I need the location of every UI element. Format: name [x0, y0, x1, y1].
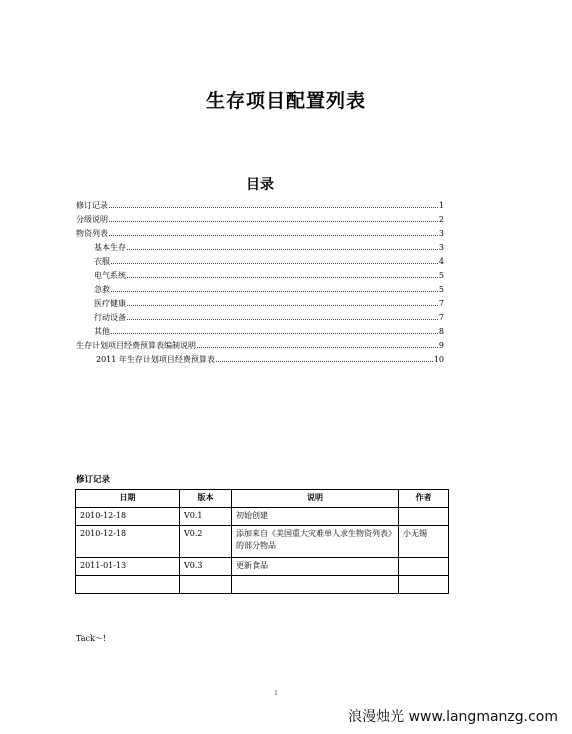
- toc-entry-page: 5: [438, 271, 444, 280]
- table-row: [76, 526, 449, 558]
- toc-entry-label: 衣服: [94, 257, 110, 266]
- toc-leader-dots: [111, 332, 438, 334]
- toc-entry-label: 修订记录: [76, 201, 108, 210]
- toc-entry-page: 9: [438, 341, 444, 350]
- cell-description: 初始创建: [232, 508, 399, 526]
- table-row: [76, 558, 449, 576]
- toc-leader-dots: [109, 234, 438, 236]
- cell-description: 添加来自《美国重大灾难单人求生物资列表》的部分物品: [232, 526, 399, 558]
- cell-version: V0.1: [180, 508, 232, 526]
- toc-entry-page: 7: [438, 299, 444, 308]
- toc-entry-page: 7: [438, 313, 444, 322]
- table-of-contents: [76, 199, 444, 367]
- toc-heading: 目录: [246, 177, 274, 193]
- cell-date: 2010-12-18: [76, 526, 180, 558]
- toc-leader-dots: [127, 304, 438, 306]
- toc-entry-page: 2: [438, 215, 444, 224]
- toc-entry-page: 4: [438, 257, 444, 266]
- cell-date: 2010-12-18: [76, 508, 180, 526]
- toc-entry[interactable]: [76, 255, 444, 269]
- header-description: 说明: [232, 490, 399, 508]
- cell-author: [399, 558, 449, 576]
- revision-table: [75, 489, 449, 594]
- toc-entry-label: 物资列表: [76, 229, 108, 238]
- toc-entry[interactable]: [76, 339, 444, 353]
- revision-heading: 修订记录: [76, 475, 111, 485]
- toc-entry-page: 5: [438, 285, 444, 294]
- cell-author: [399, 508, 449, 526]
- toc-leader-dots: [111, 290, 438, 292]
- toc-leader-dots: [111, 262, 438, 264]
- table-row: [76, 576, 449, 594]
- toc-entry[interactable]: [76, 241, 444, 255]
- cell-author: 小无锡: [399, 526, 449, 558]
- toc-leader-dots: [127, 248, 438, 250]
- toc-entry[interactable]: [76, 199, 444, 213]
- toc-entry-label: 生存计划项目经费预算表编制说明: [76, 341, 196, 350]
- cell-description: 更新食品: [232, 558, 399, 576]
- toc-entry[interactable]: [76, 283, 444, 297]
- toc-entry-page: 8: [438, 327, 444, 336]
- toc-leader-dots: [197, 346, 438, 348]
- toc-leader-dots: [109, 220, 438, 222]
- toc-leader-dots: [216, 360, 433, 362]
- toc-entry-label: 行动设备: [94, 313, 126, 322]
- cell-version: [180, 576, 232, 594]
- toc-entry-page: 3: [438, 229, 444, 238]
- cell-description: [232, 576, 399, 594]
- cell-version: V0.2: [180, 526, 232, 558]
- closing-text: Tack～!: [76, 634, 107, 643]
- toc-entry-label: 分级说明: [76, 215, 108, 224]
- revision-table-header-row: [76, 490, 449, 508]
- header-version: 版本: [180, 490, 232, 508]
- header-date: 日期: [76, 490, 180, 508]
- cell-author: [399, 576, 449, 594]
- toc-entry-label: 医疗健康: [94, 299, 126, 308]
- toc-entry-page: 1: [438, 201, 444, 210]
- toc-entry[interactable]: [76, 297, 444, 311]
- toc-entry-label: 电气系统: [94, 271, 126, 280]
- table-row: [76, 508, 449, 526]
- toc-entry[interactable]: [76, 269, 444, 283]
- toc-entry-label: 2011 年生存计划项目经费预算表: [96, 355, 215, 364]
- document-title: 生存项目配置列表: [205, 90, 366, 112]
- cell-version: V0.3: [180, 558, 232, 576]
- toc-entry-label: 急救: [94, 285, 110, 294]
- toc-entry-page: 3: [438, 243, 444, 252]
- toc-entry-label: 其他: [94, 327, 110, 336]
- toc-entry[interactable]: [76, 325, 444, 339]
- header-author: 作者: [399, 490, 449, 508]
- watermark-text: 浪漫烛光 www.langmanzg.com: [348, 709, 558, 725]
- toc-entry[interactable]: [76, 213, 444, 227]
- toc-entry-page: 10: [433, 355, 444, 364]
- toc-leader-dots: [127, 276, 438, 278]
- toc-leader-dots: [127, 318, 438, 320]
- toc-leader-dots: [109, 206, 438, 208]
- page-number: 1: [274, 690, 278, 697]
- toc-entry[interactable]: [76, 353, 444, 367]
- toc-entry-label: 基本生存: [94, 243, 126, 252]
- toc-entry[interactable]: [76, 311, 444, 325]
- toc-entry[interactable]: [76, 227, 444, 241]
- cell-date: [76, 576, 180, 594]
- cell-date: 2011-01-13: [76, 558, 180, 576]
